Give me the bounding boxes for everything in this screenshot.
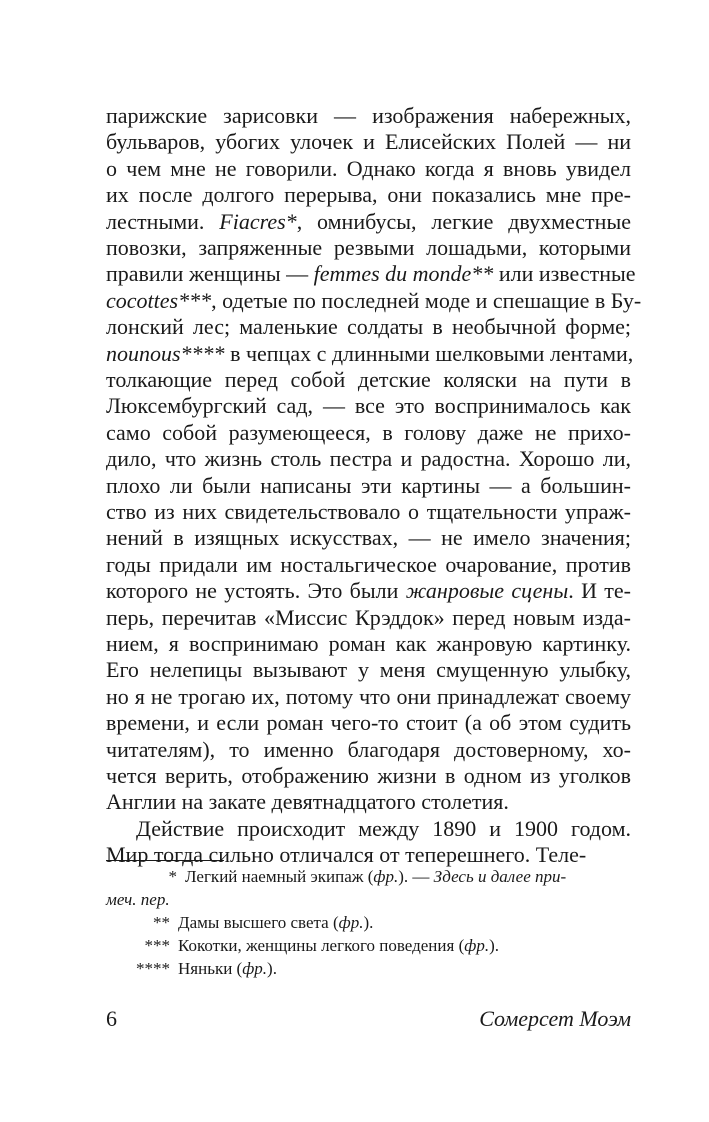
text-line bbox=[106, 578, 631, 604]
text-line bbox=[106, 209, 631, 235]
text-segment: парижские зарисовки — изображения набережных, bbox=[106, 103, 631, 128]
text-segment: Англии на закате девятнадцатого столетия. bbox=[106, 789, 509, 815]
footnote-mark: * bbox=[168, 867, 177, 886]
italic-segment: фр. bbox=[242, 959, 268, 978]
text-line bbox=[106, 314, 631, 340]
footnote-mark: ** bbox=[153, 913, 170, 932]
italic-segment: cocottes*** bbox=[106, 287, 212, 313]
text-line bbox=[106, 499, 631, 525]
italic-segment: фр. bbox=[338, 913, 364, 932]
text-segment: повозки, запряженные резвыми лошадьми, которыми bbox=[106, 235, 631, 260]
text-line bbox=[106, 737, 631, 763]
text-line bbox=[106, 287, 642, 314]
text-segment: , одетые по последней моде и спешащие в Бу- bbox=[211, 287, 642, 313]
text-line bbox=[106, 657, 631, 683]
text-segment: чется верить, отображению жизни в одном из уголков bbox=[106, 763, 631, 788]
italic-segment: nounous**** bbox=[106, 340, 225, 366]
text-line bbox=[106, 763, 631, 789]
text-segment: Няньки ( bbox=[178, 959, 243, 978]
italic-segment: жанровые сцены bbox=[405, 578, 569, 604]
text-line bbox=[106, 156, 631, 182]
text-segment: лонский лес; маленькие солдаты в необычной форме; bbox=[106, 314, 631, 340]
text-line bbox=[106, 393, 631, 419]
text-line bbox=[106, 842, 631, 868]
text-segment: Легкий наемный экипаж ( bbox=[185, 867, 374, 886]
text-segment: нений в изящных искусствах, — не имело значения; bbox=[106, 525, 631, 551]
text-segment: Мир тогда сильно отличался от теперешнего. Теле- bbox=[106, 842, 587, 868]
footnote bbox=[106, 889, 631, 911]
text-line bbox=[106, 446, 631, 472]
text-segment: дило, что жизнь столь пестра и радостна. Хорошо ли, bbox=[106, 446, 631, 472]
text-line bbox=[106, 473, 631, 499]
text-segment: Его нелепицы вызывают у меня смущенную улыбку, bbox=[106, 657, 631, 683]
text-segment: плохо ли были написаны эти картины — а большин- bbox=[106, 472, 631, 498]
text-segment: Кокотки, женщины легкого поведения ( bbox=[178, 936, 465, 955]
text-line bbox=[106, 182, 631, 208]
text-segment: нием, я воспринимаю роман как жанровую картинку. bbox=[106, 631, 631, 656]
text-segment: ). bbox=[363, 913, 374, 932]
running-footer-author: Сомерсет Моэм bbox=[479, 1006, 631, 1031]
text-segment: времени, и если роман чего-то стоит (а об этом судить bbox=[106, 710, 631, 736]
text-line bbox=[106, 710, 631, 736]
text-line bbox=[106, 261, 636, 287]
text-line bbox=[106, 789, 631, 815]
text-line bbox=[106, 552, 631, 578]
text-segment: или известные bbox=[493, 261, 636, 287]
text-segment: лестными. bbox=[106, 208, 220, 234]
text-line bbox=[106, 235, 631, 261]
text-segment: бульваров, убогих улочек и Елисейских Полей — ни bbox=[106, 129, 631, 155]
text-line bbox=[106, 129, 631, 155]
text-segment: их после долгого перерыва, они показались мне пре- bbox=[106, 182, 631, 208]
text-segment: , омнибусы, легкие двухместные bbox=[296, 208, 631, 234]
text-line bbox=[106, 631, 631, 657]
text-segment: Дамы высшего света ( bbox=[178, 913, 339, 932]
text-segment: ). — bbox=[398, 867, 434, 886]
text-segment: читателям), то именно благодаря достоверному, хо- bbox=[106, 736, 631, 762]
text-line bbox=[106, 367, 631, 393]
footnote bbox=[106, 866, 631, 888]
text-segment: которого не устоять. Это были bbox=[106, 578, 406, 604]
text-segment: само собой разумеющееся, в голову даже не прихо- bbox=[106, 419, 631, 445]
italic-segment: Fiacres* bbox=[219, 208, 297, 234]
text-line bbox=[106, 103, 631, 129]
text-segment: толкающие перед собой детские коляски на пути в bbox=[106, 367, 631, 392]
footnote bbox=[106, 912, 631, 934]
italic-segment: меч. пер. bbox=[106, 890, 170, 909]
text-line bbox=[106, 605, 631, 631]
footnote-mark: *** bbox=[144, 936, 170, 955]
text-segment: перь, перечитав «Миссис Крэддок» перед новым изда- bbox=[106, 604, 631, 630]
text-line bbox=[106, 525, 631, 551]
text-segment: Люксембургский сад, — все это воспринималось как bbox=[106, 393, 631, 419]
footnote-mark: **** bbox=[136, 959, 170, 978]
text-segment: ). bbox=[267, 959, 277, 978]
text-segment: ). bbox=[489, 936, 499, 955]
text-segment: ство из них свидетельствовало о тщательности упраж- bbox=[106, 499, 631, 524]
text-segment: о чем мне не говорили. Однако когда я вновь увидел bbox=[106, 155, 631, 181]
text-line bbox=[106, 816, 631, 842]
italic-segment: фр. bbox=[464, 936, 490, 955]
footnote bbox=[106, 935, 631, 957]
footnote-rule bbox=[106, 860, 224, 861]
text-segment: но я не трогаю их, потому что они принадлежат своему bbox=[106, 683, 631, 709]
text-segment: Действие происходит между 1890 и 1900 годом. bbox=[136, 815, 631, 841]
text-segment: в чепцах с длинными шелковыми лентами, bbox=[224, 340, 634, 366]
page-number: 6 bbox=[106, 1006, 117, 1031]
italic-segment: femmes du monde** bbox=[313, 261, 494, 287]
text-line bbox=[106, 340, 634, 367]
text-segment: . И те- bbox=[568, 578, 631, 604]
italic-segment: Здесь и далее при- bbox=[433, 867, 567, 886]
text-line bbox=[106, 420, 631, 446]
text-segment: годы придали им ностальгическое очарование, против bbox=[106, 551, 631, 577]
footnote bbox=[106, 958, 631, 980]
text-segment: правили женщины — bbox=[106, 261, 314, 287]
text-line bbox=[106, 684, 631, 710]
italic-segment: фр. bbox=[373, 867, 399, 886]
